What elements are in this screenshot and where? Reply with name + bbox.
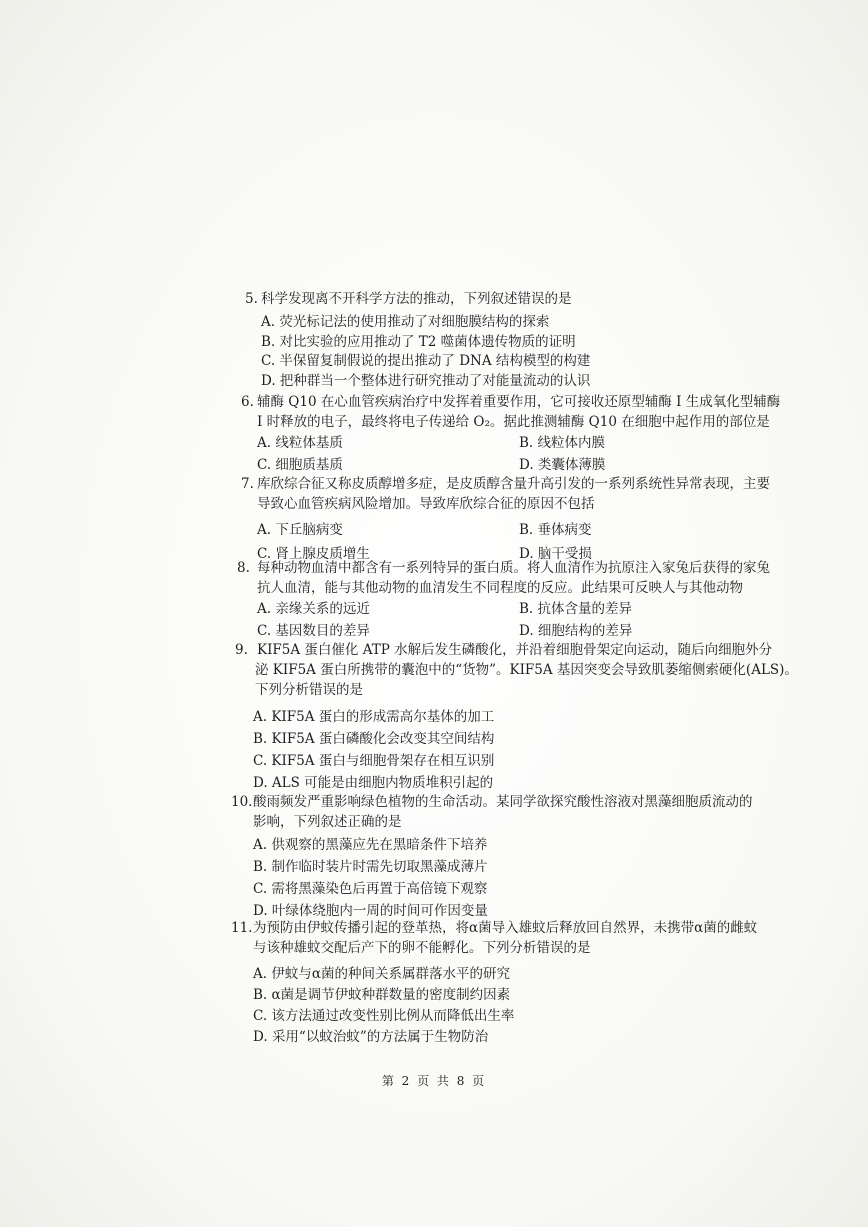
option-c: C. 基因数目的差异 [257, 623, 370, 639]
option-d: D. 把种群当一个整体进行研究推动了对能量流动的认识 [261, 372, 591, 389]
option-d: D. 采用“以蚊治蚊”的方法属于生物防治 [253, 1029, 489, 1045]
question-stem-line-2: I 时释放的电子，最终将电子传递给 O₂。据此推测辅酶 Q10 在细胞中起作用的部位是 [257, 414, 770, 430]
question-stem-line-1: 每种动物血清中都含有一系列特异的蛋白质。将人血清作为抗原注入家兔后获得的家兔 [257, 560, 770, 576]
question-stem-line-2: 导致心血管疾病风险增加。导致库欣综合征的原因不包括 [257, 496, 595, 512]
question-number: 8. [237, 560, 250, 576]
option-b: B. 线粒体内膜 [519, 435, 606, 451]
question-stem-line-1: 辅酶 Q10 在心血管疾病治疗中发挥着重要作用，它可接收还原型辅酶 I 生成氧化型辅酶 [257, 394, 781, 410]
option-list [245, 313, 590, 391]
option-c: C. 细胞质基质 [257, 457, 343, 473]
option-d: D. ALS 可能是由细胞内物质堆积引起的 [253, 775, 494, 791]
question-stem-line-1: 酸雨频发严重影响绿色植物的生命活动。某同学欲探究酸性溶液对黑藻细胞质流动的 [253, 794, 753, 810]
question-stem-line-2: 泌 KIF5A 蛋白所携带的囊泡中的“货物”。KIF5A 基因突变会导致肌萎缩侧索硬化(ALS)。 [255, 662, 798, 678]
option-list [235, 706, 798, 794]
question-8 [237, 558, 781, 642]
page-footer: 第 2 页 共 8 页 [381, 1074, 487, 1088]
question-stem-line-1: KIF5A 蛋白催化 ATP 水解后发生磷酸化，并沿着细胞骨架定向运动，随后向细胞外分 [257, 642, 773, 658]
option-c: C. 该方法通过改变性别比例从而降低出生率 [253, 1008, 515, 1024]
question-number: 5. [245, 291, 258, 307]
option-a: A. 亲缘关系的远近 [257, 601, 370, 617]
option-d: D. 脑干受损 [519, 546, 592, 562]
option-list [231, 964, 757, 1048]
question-stem-line-3: 下列分析错误的是 [255, 682, 363, 698]
option-b: B. 制作临时装片时需先切取黑藻成薄片 [253, 859, 488, 875]
question-7 [241, 474, 781, 566]
option-a: A. 荧光标记法的使用推动了对细胞膜结构的探索 [261, 314, 550, 330]
option-b: B. 对比实验的应用推动了 T2 噬菌体遗传物质的证明 [261, 333, 576, 350]
question-stem-line-2: 与该种雄蚊交配后产下的卵不能孵化。下列分析错误的是 [253, 940, 591, 956]
question-10 [231, 792, 753, 922]
question-number: 11. [231, 920, 253, 936]
option-c: C. 需将黑藻染色后再置于高倍镜下观察 [253, 881, 488, 897]
question-stem: 科学发现离不开科学方法的推动，下列叙述错误的是 [261, 291, 572, 307]
option-a: A. 线粒体基质 [257, 435, 343, 451]
question-11 [231, 918, 757, 1048]
option-grid [237, 598, 781, 642]
option-d: D. 细胞结构的差异 [519, 623, 633, 639]
option-d: D. 叶绿体绕胞内一周的时间可作因变量 [253, 903, 488, 919]
option-grid [241, 432, 781, 476]
question-stem-line-1: 库欣综合征又称皮质醇增多症，是皮质醇含量升高引发的一系列系统性异常表现，主要 [257, 476, 770, 492]
question-stem-line-1: 为预防由伊蚊传播引起的登革热，将α菌导入雄蚊后释放回自然界，未携带α菌的雌蚊 [253, 920, 758, 936]
question-5 [245, 289, 590, 391]
question-number: 9. [235, 642, 248, 658]
question-number: 10. [231, 794, 253, 810]
option-c: C. 肾上腺皮质增生 [257, 546, 370, 562]
option-b: B. KIF5A 蛋白磷酸化会改变其空间结构 [253, 731, 495, 747]
option-d: D. 类囊体薄膜 [519, 457, 606, 473]
question-number: 6. [241, 394, 254, 410]
option-b: B. 垂体病变 [519, 522, 592, 538]
option-c: C. KIF5A 蛋白与细胞骨架存在相互识别 [253, 753, 495, 769]
option-b: B. 抗体含量的差异 [519, 601, 633, 617]
option-c: C. 半保留复制假说的提出推动了 DNA 结构模型的构建 [261, 353, 591, 369]
question-9 [235, 640, 798, 794]
option-b: B. α菌是调节伊蚊种群数量的密度制约因素 [253, 987, 511, 1003]
option-list [231, 834, 753, 922]
option-a: A. 伊蚊与α菌的种间关系属群落水平的研究 [253, 966, 510, 982]
question-number: 7. [241, 476, 254, 492]
option-a: A. 供观察的黑藻应先在黑暗条件下培养 [253, 837, 488, 853]
question-stem-line-2: 抗人血清，能与其他动物的血清发生不同程度的反应。此结果可反映人与其他动物 [257, 580, 743, 596]
option-a: A. KIF5A 蛋白的形成需高尔基体的加工 [253, 709, 495, 725]
option-a: A. 下丘脑病变 [257, 522, 343, 538]
question-stem-line-2: 影响，下列叙述正确的是 [253, 814, 402, 830]
question-6 [241, 392, 781, 476]
